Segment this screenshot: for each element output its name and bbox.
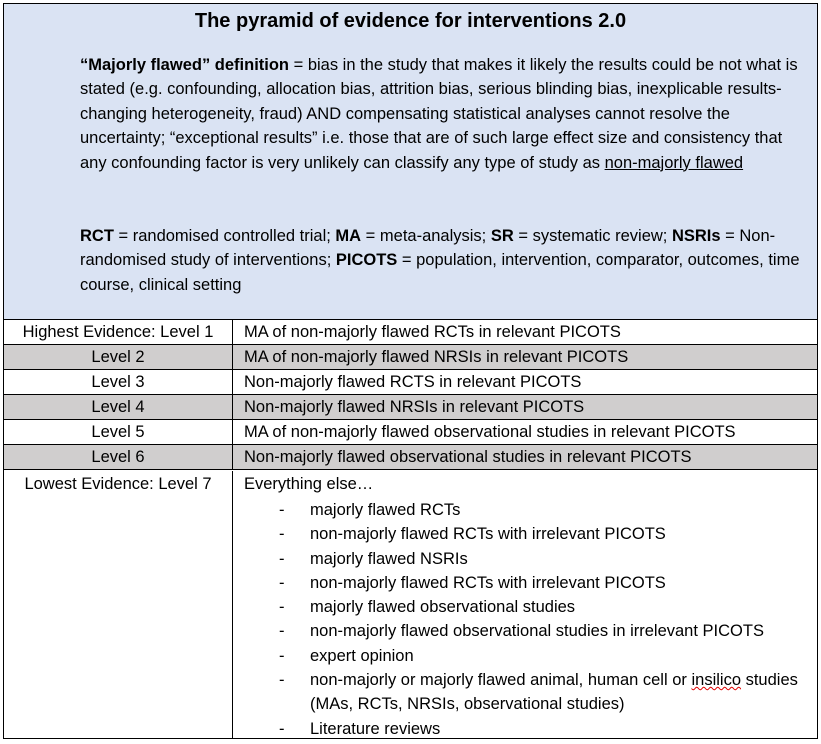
definition-term: “Majorly flawed” definition <box>80 56 290 74</box>
list-item-text: expert opinion <box>310 646 414 665</box>
level-description: MA of non-majorly flawed RCTs in relevant PICOTS <box>244 323 621 341</box>
list-item-text: non-majorly flawed observational studies in irrelevant PICOTS <box>310 622 764 641</box>
level-rows <box>4 320 817 470</box>
abbr-term: PICOTS <box>335 251 398 270</box>
list-item <box>244 498 814 522</box>
level-description: Non-majorly flawed NRSIs in relevant PICOTS <box>244 398 585 416</box>
table-row <box>4 320 817 345</box>
spellcheck-word: insilico <box>691 671 742 690</box>
lowest-level-row <box>4 471 817 738</box>
table-row <box>4 445 817 470</box>
list-item-text: non-majorly or majorly flawed animal, human cell or <box>310 671 692 690</box>
list-item-text: majorly flawed NSRIs <box>310 549 468 568</box>
lowest-items-list <box>244 498 814 741</box>
level-label: Highest Evidence: Level 1 <box>4 320 233 344</box>
definition-text: = bias in the study that makes it likely the results could be not what is stated (e.g. confounding, allocation bias, attrition bias, serious blinding bias, inexplicable results-changing heterogeneity, fraud) AND compensating statistical analyses cannot resolve the uncertainty; “exceptional results” i.e. those that are of such large effect size and consistency that any confounding factor is very unlikely can classify any type of study as <box>80 56 798 172</box>
level-label: Level 2 <box>4 345 233 369</box>
list-item <box>244 522 814 546</box>
abbr-term: MA <box>335 227 362 245</box>
level-label: Level 5 <box>4 420 233 444</box>
definition-paragraph <box>80 53 800 175</box>
list-item <box>244 619 814 643</box>
table-row <box>4 370 817 395</box>
header-panel <box>4 4 817 320</box>
abbr-term: SR <box>490 227 514 245</box>
list-item <box>244 595 814 619</box>
level-description: Non-majorly flawed RCTS in relevant PICOTS <box>244 373 582 391</box>
table-row <box>4 395 817 420</box>
list-item-text: non-majorly flawed RCTs with irrelevant PICOTS <box>310 525 666 544</box>
dash-bullet: - <box>279 646 285 665</box>
level-label: Level 4 <box>4 395 233 419</box>
definition-underlined: non-majorly flawed <box>604 153 744 172</box>
abbreviations-paragraph <box>80 224 810 297</box>
dash-bullet: - <box>279 573 285 592</box>
abbr-term: RCT <box>80 227 114 245</box>
list-item <box>244 547 814 571</box>
level-label: Level 6 <box>4 445 233 469</box>
dash-bullet: - <box>279 598 285 617</box>
list-item <box>244 717 814 741</box>
dash-bullet: - <box>279 719 285 738</box>
level-description: Non-majorly flawed observational studies in relevant PICOTS <box>244 448 692 466</box>
abbr-meaning: = systematic review; <box>513 227 672 245</box>
list-item <box>244 668 814 717</box>
dash-bullet: - <box>279 622 285 641</box>
page-title: The pyramid of evidence for interventions 2.0 <box>194 10 627 32</box>
abbr-term: NSRIs <box>671 227 721 245</box>
dash-bullet: - <box>279 549 285 568</box>
level-description: MA of non-majorly flawed observational studies in relevant PICOTS <box>244 423 736 441</box>
list-item-text: Literature reviews <box>310 719 441 738</box>
lowest-intro: Everything else… <box>244 475 374 493</box>
level-label: Level 3 <box>4 370 233 394</box>
level-description: MA of non-majorly flawed NRSIs in relevant PICOTS <box>244 348 629 366</box>
list-item-text: studies (MAs, RCTs, NRSIs, observational studies) <box>310 671 798 714</box>
list-item-text: non-majorly flawed RCTs with irrelevant PICOTS <box>310 573 666 592</box>
dash-bullet: - <box>279 501 285 519</box>
abbr-meaning: = meta-analysis; <box>361 227 491 245</box>
list-item-text: majorly flawed observational studies <box>310 598 576 617</box>
list-item <box>244 571 814 595</box>
table-row <box>4 345 817 370</box>
abbr-meaning: = Non-randomised study of interventions; <box>80 227 776 270</box>
abbr-meaning: = randomised controlled trial; <box>113 227 336 245</box>
abbr-meaning: = population, intervention, comparator, outcomes, time course, clinical setting <box>80 251 800 294</box>
level-label: Lowest Evidence: Level 7 <box>4 471 233 738</box>
dash-bullet: - <box>279 525 285 544</box>
evidence-pyramid-table <box>3 3 818 739</box>
dash-bullet: - <box>279 671 285 690</box>
table-row <box>4 420 817 445</box>
list-item-text: majorly flawed RCTs <box>310 501 461 519</box>
list-item <box>244 644 814 668</box>
